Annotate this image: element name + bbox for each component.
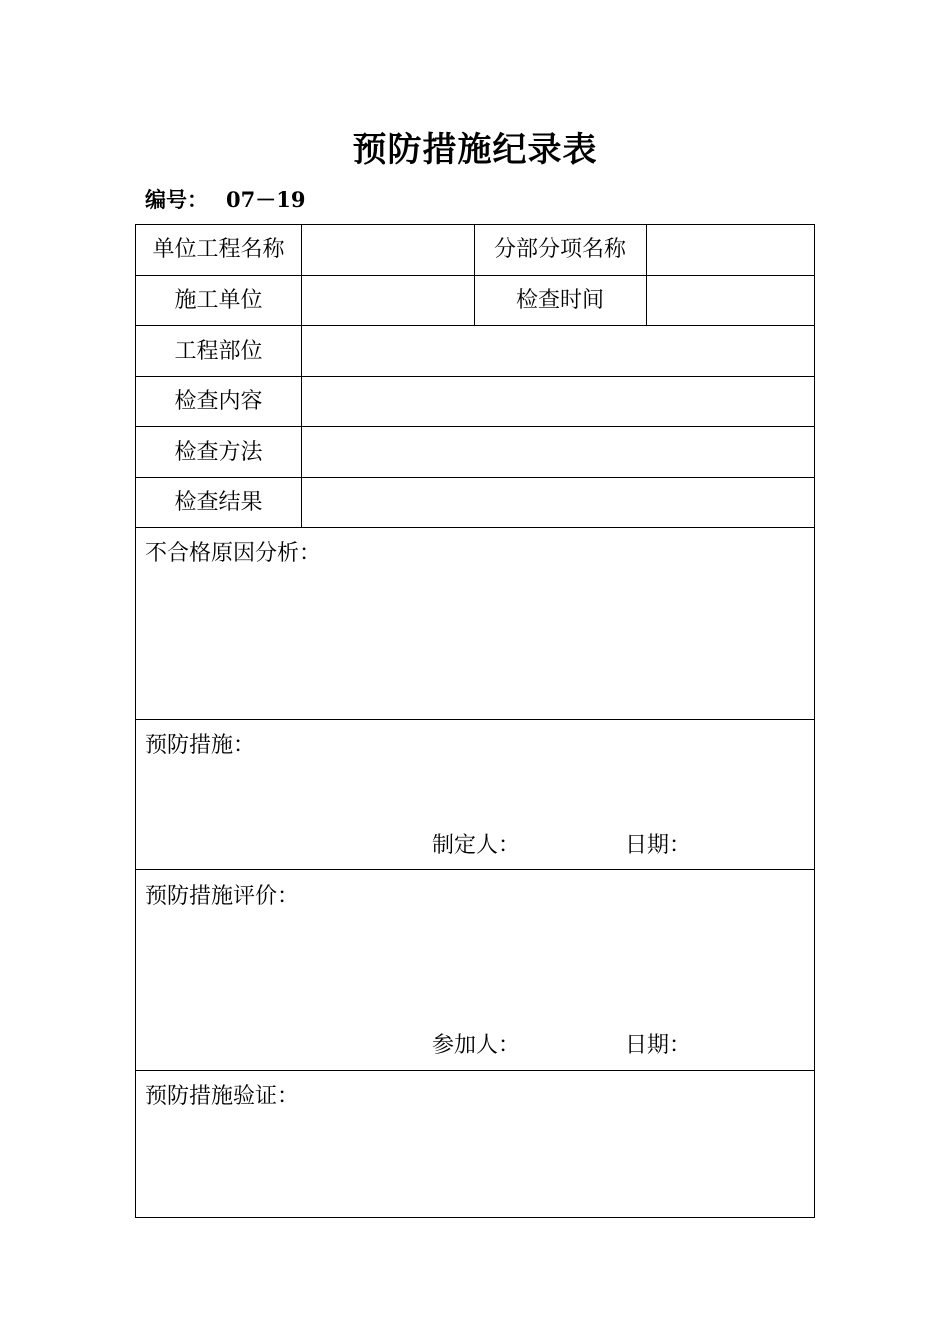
- section-divider: [136, 719, 814, 720]
- row-divider: [136, 275, 814, 276]
- row-divider: [136, 477, 814, 478]
- serial-label: 编号：: [145, 187, 208, 212]
- label-nonconformity-analysis: 不合格原因分析：: [145, 541, 322, 566]
- serial-value: 07－19: [226, 187, 306, 212]
- column-divider: [301, 225, 302, 527]
- label-participants: 参加人：: [432, 1033, 521, 1058]
- label-inspection-method: 检查方法: [174, 440, 263, 465]
- label-measures-verification: 预防措施验证：: [145, 1084, 300, 1109]
- label-unit-project-name: 单位工程名称: [152, 237, 285, 262]
- label-preventive-measures: 预防措施：: [145, 733, 256, 758]
- label-project-part: 工程部位: [174, 339, 263, 364]
- section-divider: [136, 869, 814, 870]
- label-inspection-time: 检查时间: [515, 288, 604, 313]
- row-divider: [136, 325, 814, 326]
- record-form-table: [135, 224, 815, 1218]
- column-divider: [646, 225, 647, 325]
- form-title: 预防措施纪录表: [352, 130, 598, 170]
- label-measures-evaluation: 预防措施评价：: [145, 884, 300, 909]
- serial-number: [145, 186, 305, 214]
- label-inspection-result: 检查结果: [174, 490, 263, 515]
- row-divider: [136, 376, 814, 377]
- label-author: 制定人：: [432, 833, 521, 858]
- label-sub-item-name: 分部分项名称: [493, 237, 626, 262]
- label-construction-unit: 施工单位: [174, 288, 263, 313]
- label-author-date: 日期：: [625, 833, 692, 858]
- section-divider: [136, 1070, 814, 1071]
- label-inspection-content: 检查内容: [174, 389, 263, 414]
- row-divider: [136, 426, 814, 427]
- row-divider: [136, 527, 814, 528]
- label-participants-date: 日期：: [625, 1033, 692, 1058]
